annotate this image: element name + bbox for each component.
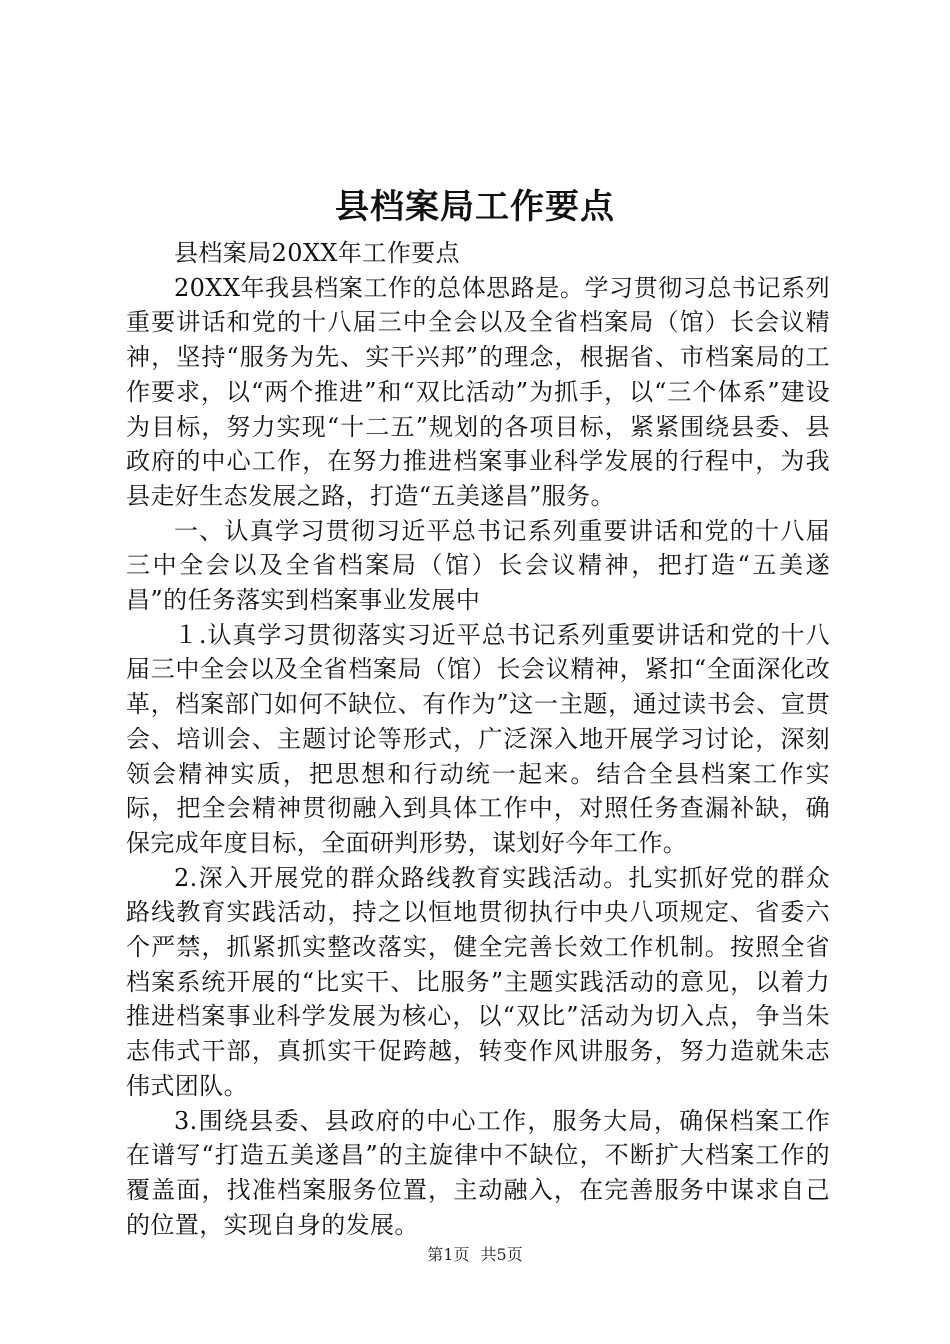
paragraph-heading: 县档案局20XX年工作要点: [174, 239, 460, 267]
page-total: 共5页: [480, 1245, 523, 1264]
paragraph-item-1: １.认真学习贯彻落实习近平总书记系列重要讲话和党的十八届三中全会以及全省档案局（馆）长会议精神，紧扣“全面深化改革，档案部门如何不缺位、有作为”这一主题，通过读书会、宣贯会、培训会、主题讨论等形式，广泛深入地开展学习讨论，深刻领会精神实质，把思想和行动统一起来。结合全县档案工作实际，把全会精神贯彻融入到具体工作中，对照任务查漏补缺，确保完成年度目标，全面研判形势，谋划好今年工作。: [126, 620, 830, 857]
paragraph-overview: 20XX年我县档案工作的总体思路是。学习贯彻习总书记系列重要讲话和党的十八届三中全会以及全省档案局（馆）长会议精神，坚持“服务为先、实干兴邦”的理念，根据省、市档案局的工作要求，以“两个推进”和“双比活动”为抓手，以“三个体系”建设为目标，努力实现“十二五”规划的各项目标，紧紧围绕县委、县政府的中心工作，在努力推进档案事业科学发展的行程中，为我县走好生态发展之路，打造“五美遂昌”服务。: [126, 273, 830, 510]
paragraph-item-2: 2.深入开展党的群众路线教育实践活动。扎实抓好党的群众路线教育实践活动，持之以恒地贯彻执行中央八项规定、省委六个严禁，抓紧抓实整改落实，健全完善长效工作机制。按照全省档案系统开展的“比实干、比服务”主题实践活动的意见，以着力推进档案事业科学发展为核心，以“双比”活动为切入点，争当朱志伟式干部，真抓实干促跨越，转变作风讲服务，努力造就朱志伟式团队。: [126, 863, 830, 1100]
page-number: 第1页: [427, 1245, 470, 1264]
document-body: [126, 236, 830, 1242]
paragraph-item-3: 3.围绕县委、县政府的中心工作，服务大局，确保档案工作在谱写“打造五美遂昌”的主旋律中不缺位，不断扩大档案工作的覆盖面，找准档案服务位置，主动融入，在完善服务中谋求自己的位置，实现自身的发展。: [126, 1106, 830, 1239]
paragraph-section-one: 一、认真学习贯彻习近平总书记系列重要讲话和党的十八届三中全会以及全省档案局（馆）长会议精神，把打造“五美遂昌”的任务落实到档案事业发展中: [126, 516, 830, 615]
document-title: 县档案局工作要点: [335, 187, 615, 227]
page-footer: [0, 1244, 950, 1266]
